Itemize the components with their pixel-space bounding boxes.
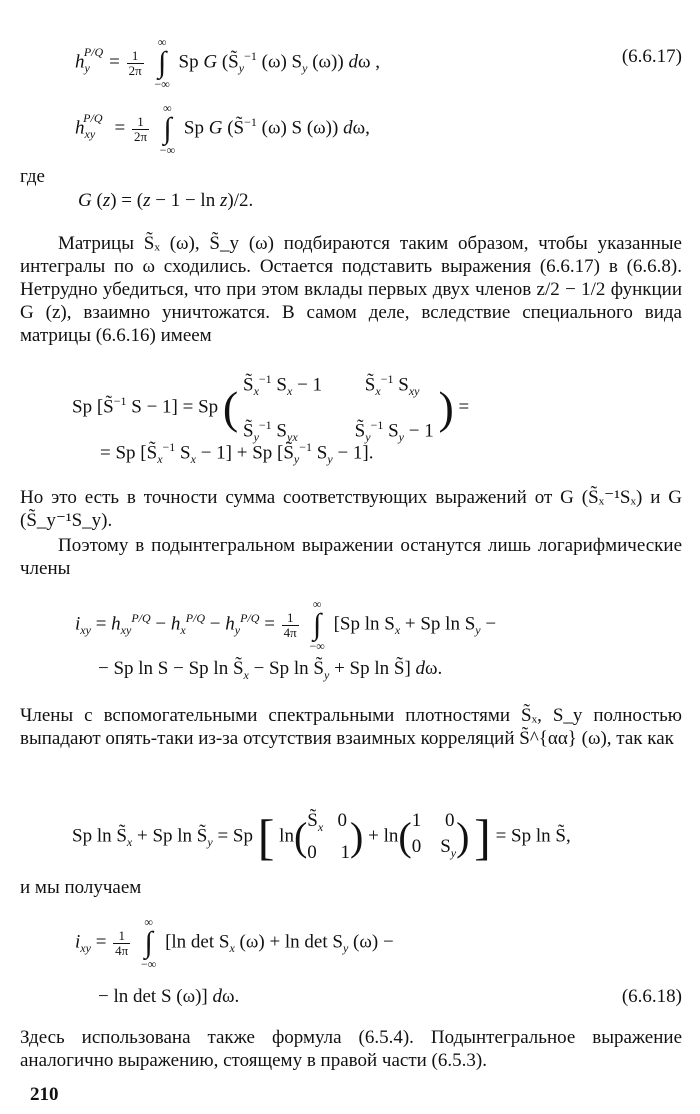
paragraph-3: Поэтому в подынтегральном выражении останутся лишь логарифмические члены	[20, 535, 682, 579]
equation-final-line1: $i_{xy}$ = $\frac{1}{4\pi}$ ∞ ∫ −∞ [ln $\det S_x$ $(\omega) + \ln \det S_y$ (ω) −	[75, 915, 394, 971]
paragraph-5: и мы получаем	[20, 877, 142, 898]
equation-ln-matrices: Sp $\ln S̃_x + Sp$ $\ln S̃_y = Sp$ [ ln( $S̃_x$ 0 0 1 ) + ln( 1 0 0 $S_y$ ) ] = Sp ln S̃,	[72, 808, 571, 865]
equation-ixy-line1: $i_{xy} = h_{xy}^{P/Q} - h_x^{P/Q} - h_y^{P/Q}$ = $\frac{1}{4\pi}$ ∞ ∫ −∞ [Sp $\ln S_x + Sp$ $\ln S_y$ −	[75, 597, 497, 653]
paragraph-2: Но это есть в точности сумма соответствующих выражений от G (S̃ₓ⁻¹Sₓ) и G (S̃_y⁻¹S_y).	[20, 487, 682, 531]
paragraph-4: Члены с вспомогательными спектральными плотностями S̃ₓ, S_y полностью выпадают опять-таки из-за отсутствия взаимных корреляций S̃^{αα} (ω), так как	[20, 705, 682, 749]
equation-sp-sum: = Sp [$S̃_x^{-1}$ $S_x - 1] + Sp$ [$S̃_y^{-1}$ $S_y - 1$].	[100, 440, 374, 467]
equation-G: G (z) = (z − 1 − ln z)/2.	[78, 190, 254, 211]
equation-number-6-6-17: (6.6.17)	[621, 46, 682, 67]
paragraph-6: Здесь использована также формула (6.5.4). Подынтегральное выражение аналогично выражению, стоящему в правой части (6.5.3).	[20, 1027, 682, 1071]
where-word: где	[20, 166, 45, 187]
equation-ixy-line2: − Sp ln S − Sp $\ln S̃_x - Sp$ $\ln S̃_y + Sp$ ln S̃] dω.	[98, 658, 443, 682]
equation-h-y: $h_y^{P/Q}$ = $\frac{1}{2\pi}$ ∞ ∫ −∞ Sp G ($S̃_y^{-1}$ (ω) $S_y$ (ω)) dω ,	[75, 35, 380, 91]
equation-number-6-6-18: (6.6.18)	[621, 986, 682, 1007]
paragraph-1: Матрицы S̃ₓ (ω), S̃_y (ω) подбираются таким образом, чтобы указанные интегралы по ω сходились. Остается подставить выражения (6.6.17) в (6.6.8). Нетрудно убедиться, что при этом вклады первых двух членов z/2 − 1/2 функции G (z), взаимно уничтожатся. В самом деле, вследствие специального вида матрицы (6.6.16) имеем	[20, 233, 682, 346]
equation-final-line2: − ln det S (ω)] dω.	[98, 986, 240, 1007]
equation-h-xy: $h_{xy}^{P/Q}$ = $\frac{1}{2\pi}$ ∞ ∫ −∞ Sp G (S̃$^{-1}$ (ω) S (ω)) dω,	[75, 101, 370, 157]
page-number: 210	[30, 1084, 59, 1105]
equation-sp-matrix: Sp [S̃$^{-1}$ S − 1] = Sp ( $S̃_x^{-1}$ $S_x - 1$ $S̃_x^{-1}$ $S_{xy}$ $S̃_y^{-1}$ $S_{yx}$ $S̃_y^{-1}$ $S_y - 1$ ) =	[72, 372, 470, 445]
